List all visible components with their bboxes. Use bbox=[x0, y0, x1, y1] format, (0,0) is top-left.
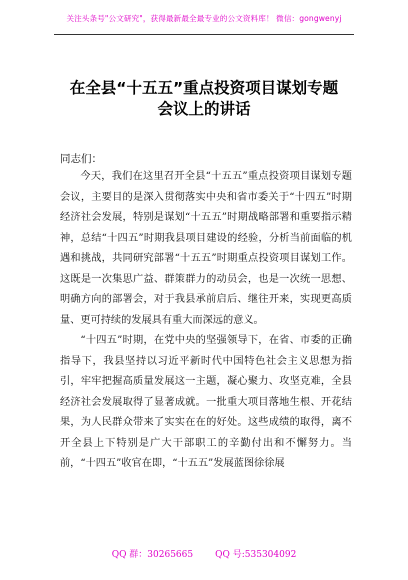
paragraph-2: “十四五”时期，在党中央的坚强领导下，在省、市委的正确指导下，我县坚持以习近平新时代中国特色社会主义思想为指引，牢牢把握高质量发展这一主题，凝心聚力、攻坚克难，全县经济社会发展取得了显著成就。一批重大项目落地生根、开花结果，为人民群众带来了实实在在的好处。这些成绩的取得，离不开全县上下特别是广大干部职工的辛勤付出和不懈努力。当前，“十四五”收官在即，“十五五”发展蓝图徐徐展 bbox=[60, 335, 352, 469]
footer-qq-group: QQ 群：30265665 bbox=[111, 550, 194, 560]
header-divider bbox=[54, 34, 354, 35]
header-banner: 关注头条号"公文研究"，获得最新最全最专业的公文资料库！ 微信：gongwenyj bbox=[66, 14, 342, 23]
document-body bbox=[60, 167, 352, 475]
footer-contact bbox=[0, 547, 408, 560]
salutation: 同志们： bbox=[60, 153, 102, 165]
title-line-2: 会议上的讲话 bbox=[157, 100, 251, 118]
document-title bbox=[40, 78, 368, 120]
paragraph-1: 今天，我们在这里召开全县“十五五”重点投资项目谋划专题会议，主要目的是深入贯彻落实中央和省市委关于“十四五”时期经济社会发展，特别是谋划“十五五”时期战略部署和重要指示精神，总结“十四五”时期我县项目建设的经验，分析当前面临的机遇和挑战，共同研究部署“十五五”时期重点投资项目谋划工作。这既是一次集思广益、群策群力的动员会，也是一次统一思想、明确方向的部署会，对于我县承前启后、继往开来，实现更高质量、更可持续的发展具有重大而深远的意义。 bbox=[60, 171, 352, 326]
title-line-1: 在全县“十五五”重点投资项目谋划专题 bbox=[69, 79, 339, 97]
footer-qq-number: QQ 号:535304092 bbox=[215, 550, 297, 560]
